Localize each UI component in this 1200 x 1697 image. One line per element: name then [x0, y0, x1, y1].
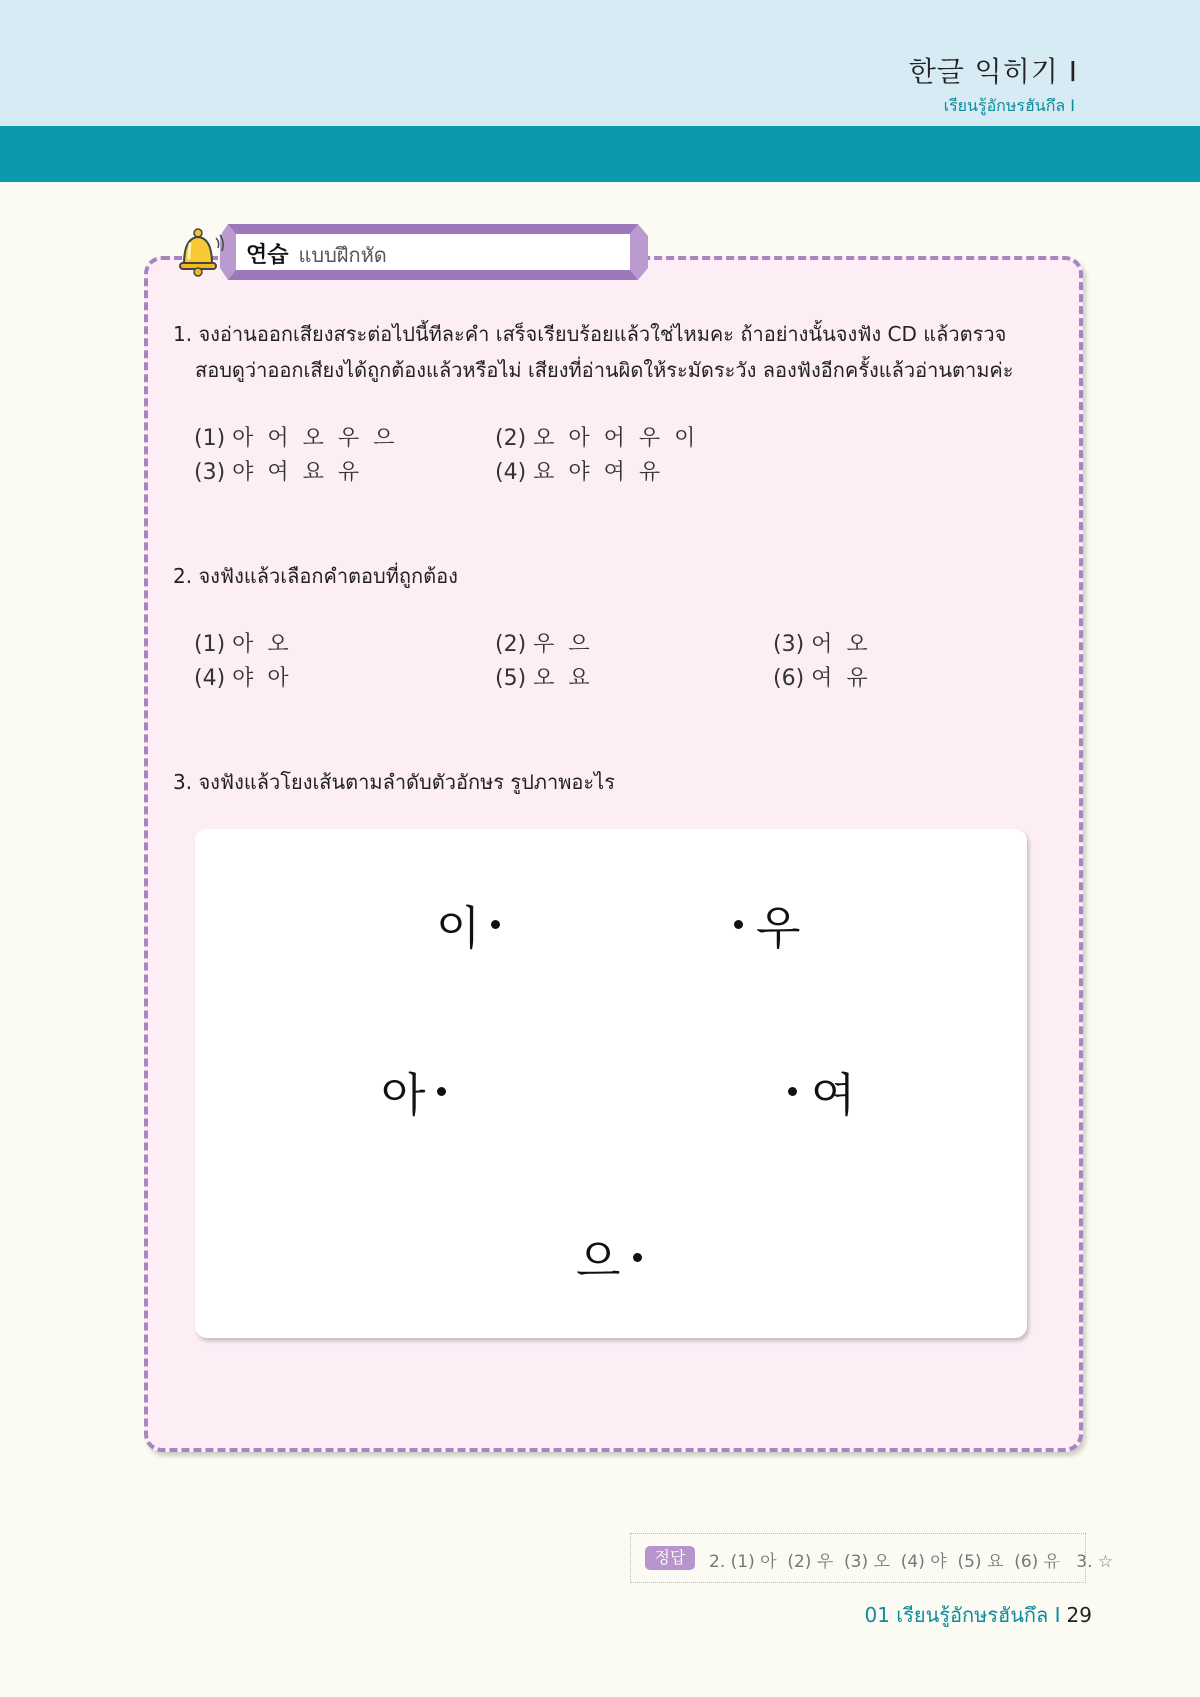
- header-teal-strip: [0, 126, 1200, 182]
- dot-label-i: 이: [436, 901, 481, 955]
- dot-label-yeo: 여: [811, 1068, 856, 1122]
- dot-eu[interactable]: [633, 1253, 642, 1262]
- chapter-subtitle: เรียนรู้อักษรฮันกึล I: [943, 96, 1075, 115]
- question-1: [173, 316, 1014, 388]
- dot-label-u: 우: [756, 901, 801, 955]
- answer-key: [630, 1533, 1114, 1583]
- q2-item-1: (1) 아 오: [194, 632, 289, 657]
- page-footer: [864, 1599, 1092, 1631]
- dot-i[interactable]: [491, 920, 500, 929]
- dot-u[interactable]: [734, 920, 743, 929]
- answer-badge: 정답: [645, 1546, 695, 1570]
- question-1-line2: สอบดูว่าออกเสียงได้ถูกต้องแล้วหรือไม่ เสียงที่อ่านผิดให้ระมัดระวัง ลองฟังอีกครั้งแล้วอ่านตามค่ะ: [195, 358, 1014, 382]
- q1-item-4: (4) 요 야 여 유: [495, 460, 661, 485]
- bell-icon: [174, 226, 226, 278]
- section-label-th: แบบฝึกหัด: [298, 243, 387, 267]
- question-2: 2. จงฟังแล้วเลือกคำตอบที่ถูกต้อง: [173, 564, 458, 588]
- chapter-title: 한글 익히기 I: [908, 55, 1078, 88]
- q2-item-2: (2) 우 으: [495, 632, 590, 657]
- q1-item-1: (1) 아 어 오 우 으: [194, 426, 395, 451]
- question-3: 3. จงฟังแล้วโยงเส้นตามลำดับตัวอักษร รูปภาพอะไร: [173, 770, 615, 794]
- section-label-ko: 연습: [246, 243, 289, 268]
- dot-label-a: 아: [381, 1068, 426, 1122]
- section-label: [246, 238, 387, 271]
- answer-text: 2. (1) 아 (2) 우 (3) 오 (4) 야 (5) 요 (6) 유 3. ☆: [709, 1552, 1114, 1572]
- question-1-line1: 1. จงอ่านออกเสียงสระต่อไปนี้ทีละคำ เสร็จเรียบร้อยแล้วใช่ไหมคะ ถ้าอย่างนั้นจงฟัง CD แล้วตรวจ: [173, 322, 1007, 346]
- footer-chapter: 01 เรียนรู้อักษรฮันกึล I: [864, 1603, 1061, 1627]
- dot-label-eu: 으: [576, 1234, 621, 1288]
- q2-item-3: (3) 어 오: [773, 632, 868, 657]
- dot-yeo[interactable]: [788, 1087, 797, 1096]
- q2-item-6: (6) 여 유: [773, 666, 868, 691]
- q1-item-3: (3) 야 여 요 유: [194, 460, 360, 485]
- page-number: 29: [1066, 1603, 1092, 1627]
- q2-item-4: (4) 야 아: [194, 666, 289, 691]
- q1-item-2: (2) 오 아 어 우 이: [495, 426, 696, 451]
- dot-a[interactable]: [437, 1087, 446, 1096]
- q2-item-5: (5) 오 요: [495, 666, 590, 691]
